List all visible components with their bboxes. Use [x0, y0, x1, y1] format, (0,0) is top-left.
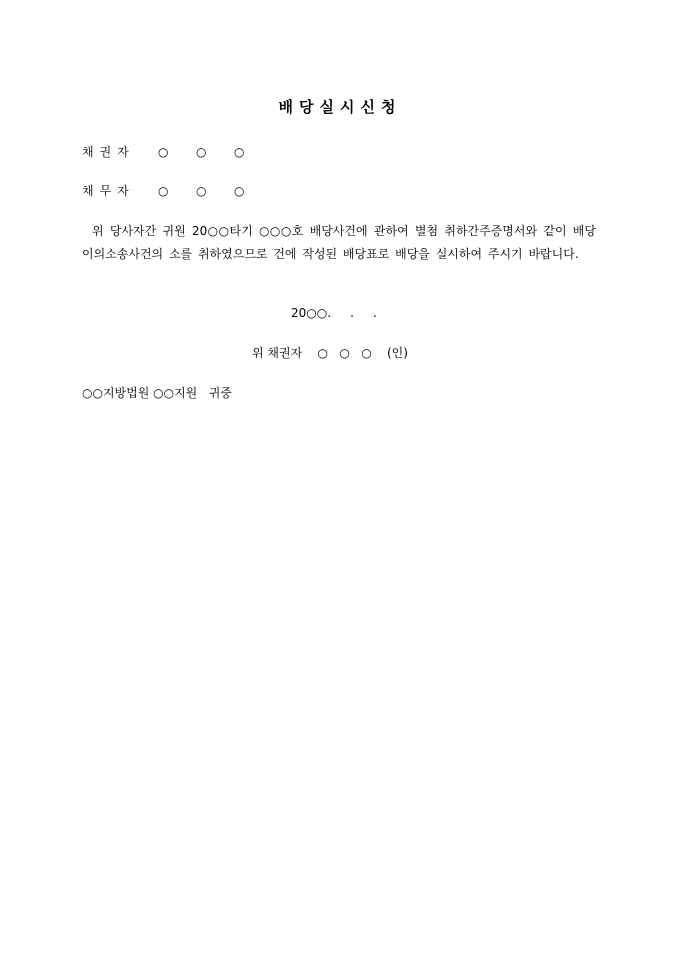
- document-title: 배당실시신청: [278, 98, 402, 116]
- creditor-name: [158, 145, 272, 159]
- creditor-signature: 위 채권자 ○ ○ ○ (인): [252, 346, 408, 360]
- creditor-name-mark: ○: [158, 145, 169, 159]
- creditor-label: 채권자: [82, 145, 135, 159]
- debtor-name-mark: ○: [196, 184, 207, 198]
- debtor-label: 채무자: [82, 184, 135, 198]
- creditor-line: [82, 143, 272, 160]
- request-date: 20○○. . .: [291, 306, 377, 320]
- creditor-name-mark: ○: [196, 145, 207, 159]
- creditor-name-mark: ○: [234, 145, 245, 159]
- debtor-line: [82, 182, 272, 199]
- court-addressee: ○○지방법원 ○○지원 귀중: [82, 386, 232, 400]
- debtor-name-mark: ○: [158, 184, 169, 198]
- debtor-name: [158, 184, 272, 198]
- request-body: 위 당사자간 귀원 20○○타기 ○○○호 배당사건에 관하여 별첨 취하간주증명서와 같이 배당이의소송사건의 소를 취하였으므로 건에 작성된 배당표로 배당을 실시하여 주시기 바랍니다.: [82, 224, 596, 261]
- debtor-name-mark: ○: [234, 184, 245, 198]
